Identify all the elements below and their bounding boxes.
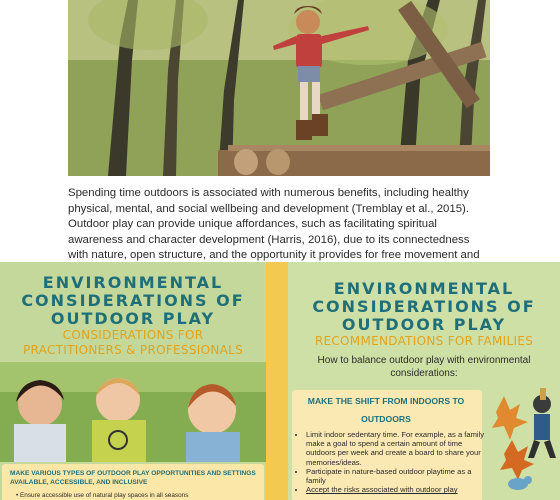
poster-subtitle — [0, 328, 266, 358]
recommendation-box — [2, 464, 264, 500]
poster-subtitle: RECOMMENDATIONS FOR FAMILIES — [314, 334, 534, 348]
shift-bullet-text: Accept the risks associated with outdoor play — [306, 485, 458, 495]
practitioners-poster — [0, 262, 266, 500]
title-line: CONSIDERATIONS OF — [312, 297, 536, 316]
autumn-decoration-icon — [484, 384, 560, 500]
shift-bullet: • Limit indoor sedentary time. For example, as a family make a goal to spend a certain amount of time outdoors per week and create a board to share your memories/ideas. — [306, 430, 490, 467]
shift-title-line: OUTDOORS — [361, 414, 411, 424]
hero-photo — [68, 0, 490, 176]
recommendation-title: MAKE VARIOUS TYPES OF OUTDOOR PLAY OPPORTUNITIES AND SETTINGS AVAILABLE, ACCESSIBLE, AND INCLUSIVE — [10, 470, 256, 486]
recommendation-bullet: • Ensure accessible use of natural play spaces in all seasons — [16, 492, 189, 499]
bullet-text: Ensure accessible use of natural play spaces in all seasons — [20, 492, 189, 499]
subtitle-line: CONSIDERATIONS FOR — [62, 328, 204, 342]
title-line: OUTDOOR PLAY — [50, 309, 216, 328]
children-photo — [0, 362, 266, 462]
title-line: ENVIRONMENTAL — [42, 273, 224, 292]
subtitle-line: PRACTITIONERS & PROFESSIONALS — [22, 343, 244, 357]
title-line: CONSIDERATIONS OF — [21, 291, 245, 310]
shift-bullet: • Participate in nature-based outdoor playtime as a family — [306, 467, 490, 485]
balance-question: How to balance outdoor play with environmental considerations: — [317, 355, 531, 379]
families-poster — [288, 262, 560, 500]
intro-paragraph: Spending time outdoors is associated with numerous benefits, including healthy physical, mental, and social wellbeing and development (Tremblay et al., 2015). Outdoor play can provide unique affordances, such as facilitating spiritual awareness and character development (Harris, 2016), due to its connectedness with nature, open structure, and the opportunity it provides for free movement and — [68, 187, 480, 262]
shift-title-line: MAKE THE SHIFT FROM INDOORS TO — [307, 396, 465, 406]
shift-indoors-box — [292, 390, 485, 500]
poster-title — [0, 274, 266, 328]
shift-bullet-list — [296, 430, 490, 494]
title-line: OUTDOOR PLAY — [341, 315, 507, 334]
shift-title — [296, 392, 476, 428]
title-line: ENVIRONMENTAL — [333, 279, 515, 298]
poster-title — [288, 280, 560, 334]
panel-divider — [266, 262, 288, 500]
shift-bullet — [306, 485, 490, 494]
